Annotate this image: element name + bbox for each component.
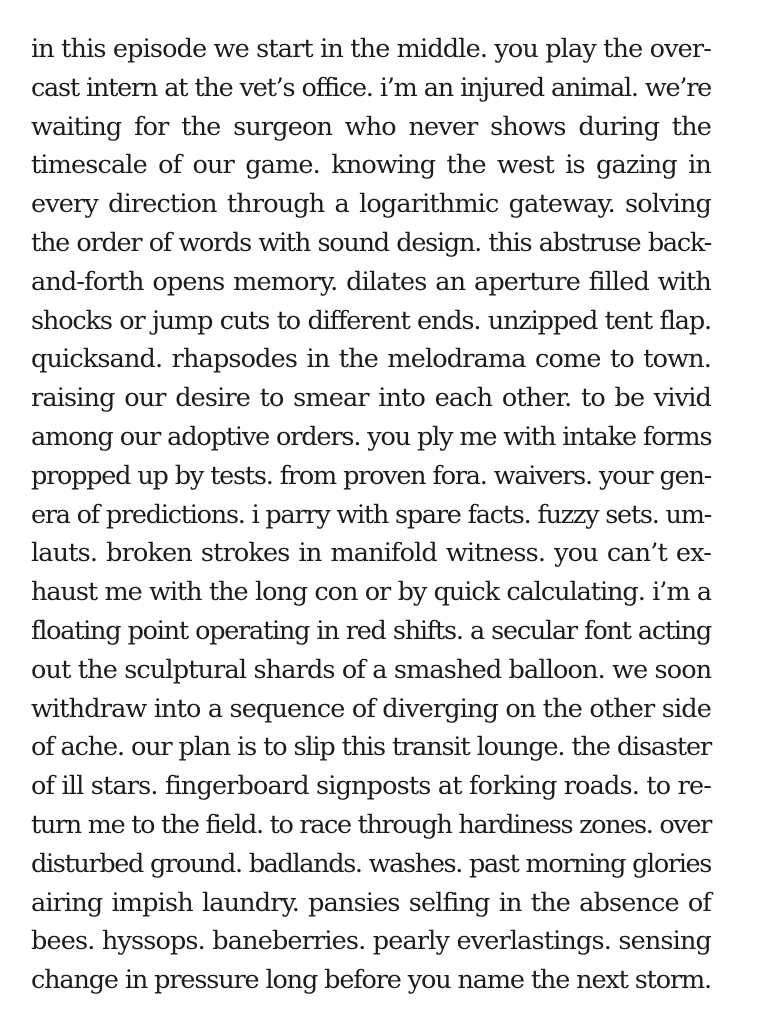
text-line: of ache. our plan is to slip this transit lounge. the disaster xyxy=(31,732,711,763)
text-line: cast intern at the vet’s office. i’m an injured animal. we’re xyxy=(31,72,711,103)
text-line: propped up by tests. from proven fora. waivers. your gen- xyxy=(31,460,711,491)
text-line: and-forth opens memory. dilates an aperture filled with xyxy=(31,266,711,297)
text-line: haust me with the long con or by quick calculating. i’m a xyxy=(31,577,711,608)
text-line: withdraw into a sequence of diverging on the other side xyxy=(31,693,711,724)
text-line: waiting for the surgeon who never shows during the xyxy=(31,111,711,142)
poem-text-block xyxy=(31,30,711,1000)
text-line: raising our desire to smear into each other. to be vivid xyxy=(31,383,711,414)
text-line: airing impish laundry. pansies selfing in the absence of xyxy=(31,887,711,918)
text-line: turn me to the field. to race through hardiness zones. over xyxy=(31,809,711,840)
text-line: the order of words with sound design. this abstruse back- xyxy=(31,227,711,258)
text-line: floating point operating in red shifts. a secular font acting xyxy=(31,615,711,646)
text-line: quicksand. rhapsodes in the melodrama come to town. xyxy=(31,344,711,375)
text-line: disturbed ground. badlands. washes. past morning glories xyxy=(31,848,711,879)
text-line: every direction through a logarithmic gateway. solving xyxy=(31,189,711,220)
text-line: lauts. broken strokes in manifold witness. you can’t ex- xyxy=(31,538,711,569)
text-line: in this episode we start in the middle. you play the over- xyxy=(31,34,712,64)
text-line: of ill stars. fingerboard signposts at forking roads. to re- xyxy=(31,771,711,802)
text-line: bees. hyssops. baneberries. pearly everlastings. sensing xyxy=(31,926,711,957)
text-line: change in pressure long before you name the next storm. xyxy=(31,965,711,996)
text-line: era of predictions. i parry with spare facts. fuzzy sets. um- xyxy=(31,499,711,530)
text-line: timescale of our game. knowing the west is gazing in xyxy=(31,150,711,181)
text-line: out the sculptural shards of a smashed balloon. we soon xyxy=(31,654,712,685)
text-line: among our adoptive orders. you ply me with intake forms xyxy=(31,421,712,452)
text-line: shocks or jump cuts to different ends. unzipped tent flap. xyxy=(31,305,711,336)
